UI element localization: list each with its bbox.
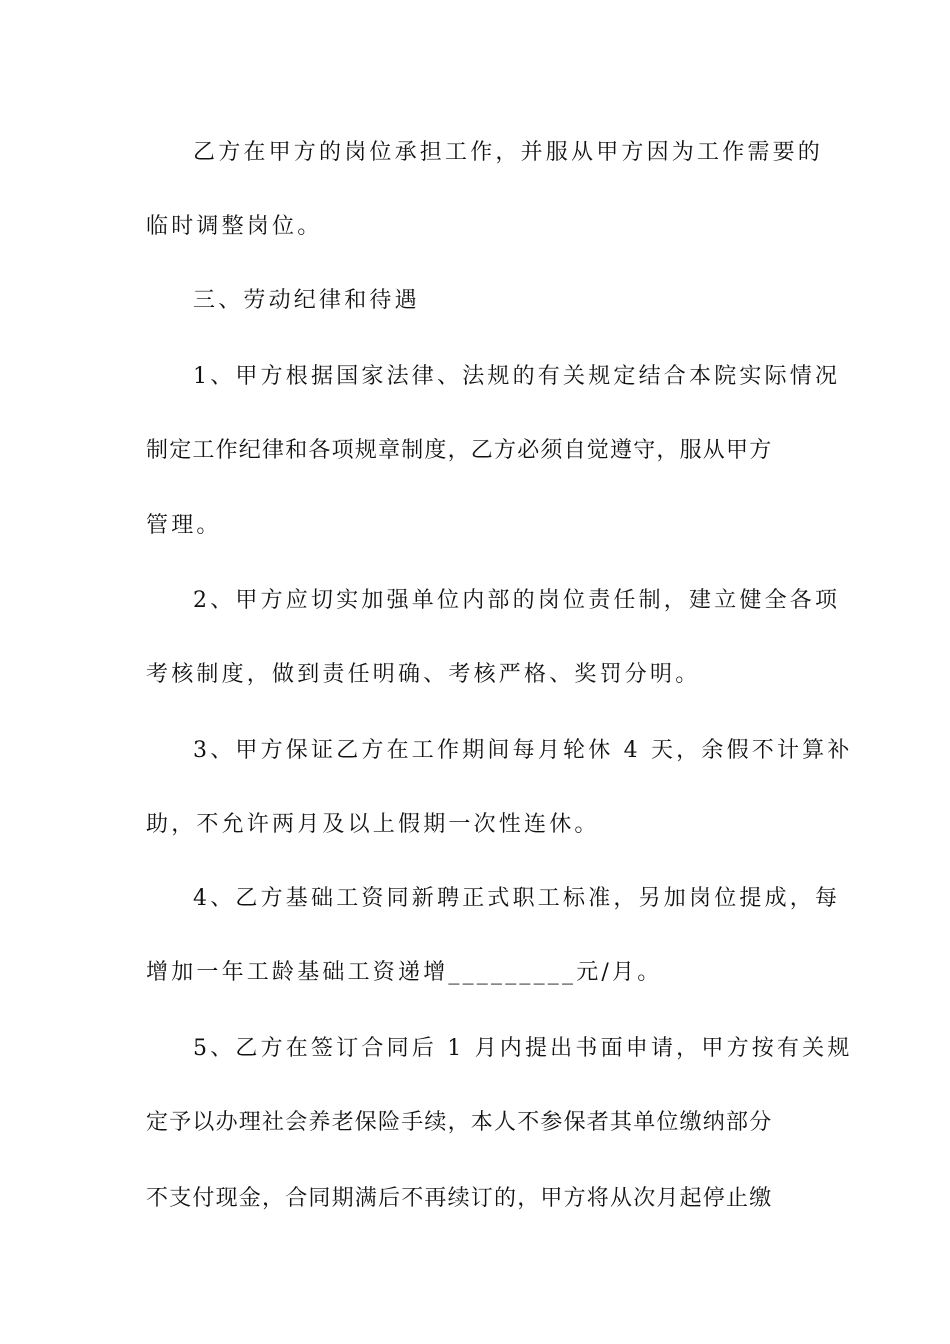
paragraph-line: 考核制度，做到责任明确、考核严格、奖罚分明。 bbox=[146, 662, 701, 687]
paragraph-line: 助，不允许两月及以上假期一次性连休。 bbox=[146, 812, 600, 837]
paragraph-line: 3、甲方保证乙方在工作期间每月轮休 4 天，余假不计算补 bbox=[193, 738, 853, 763]
section-heading: 三、劳动纪律和待遇 bbox=[193, 288, 420, 313]
paragraph-line: 临时调整岗位。 bbox=[146, 214, 323, 239]
paragraph-line: 定予以办理社会养老保险手续，本人不参保者其单位缴纳部分 bbox=[146, 1110, 773, 1135]
paragraph-line: 管理。 bbox=[146, 513, 222, 538]
paragraph-line: 增加一年工龄基础工资递增_________元/月。 bbox=[146, 960, 663, 985]
paragraph-line: 1、甲方根据国家法律、法规的有关规定结合本院实际情况 bbox=[193, 364, 841, 389]
paragraph-line: 不支付现金，合同期满后不再续订的，甲方将从次月起停止缴 bbox=[146, 1186, 773, 1211]
paragraph-line: 2、甲方应切实加强单位内部的岗位责任制，建立健全各项 bbox=[193, 588, 841, 613]
paragraph-line: 乙方在甲方的岗位承担工作，并服从甲方因为工作需要的 bbox=[193, 140, 824, 165]
paragraph-line: 制定工作纪律和各项规章制度，乙方必须自觉遵守，服从甲方 bbox=[146, 438, 773, 463]
paragraph-line: 4、乙方基础工资同新聘正式职工标准，另加岗位提成，每 bbox=[193, 886, 841, 911]
paragraph-line: 5、乙方在签订合同后 1 月内提出书面申请，甲方按有关规 bbox=[193, 1036, 853, 1061]
